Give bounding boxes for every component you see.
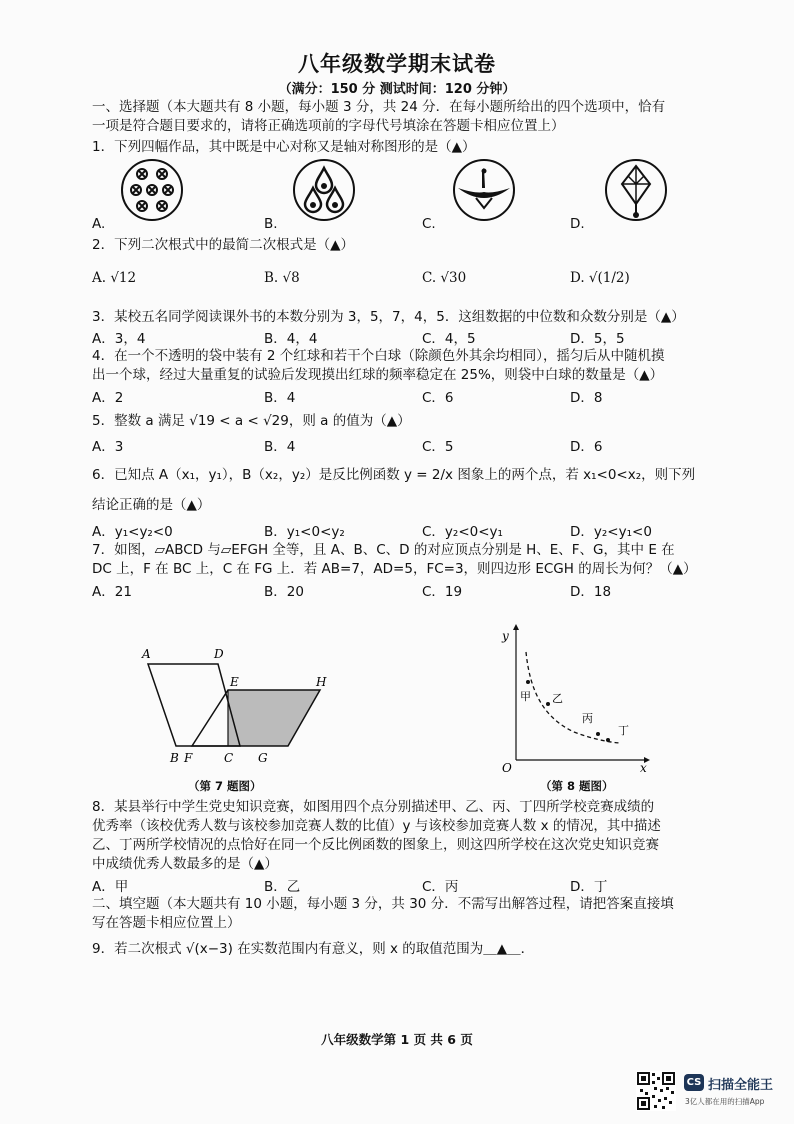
fig8-point-yi [546, 702, 550, 706]
q4-option-b: B．4 [264, 390, 296, 406]
exam-title: 八年级数学期末试卷 [298, 52, 496, 76]
q4-option-d: D．8 [570, 390, 603, 406]
q6-option-a: A．y₁<y₂<0 [92, 524, 173, 540]
q8-line4: 中成绩优秀人数最多的是（▲） [92, 856, 278, 872]
q9-stem: 9．若二次根式 √(x−3) 在实数范围内有意义，则 x 的取值范围为＿▲＿． [92, 941, 535, 957]
fig7-label-a: A [142, 647, 151, 661]
q5-option-d: D．6 [570, 439, 603, 455]
fig7-label-g: G [258, 751, 268, 765]
fig8-point-ding [606, 738, 610, 742]
q1-option-b: B. [264, 216, 278, 232]
q2-option-d: D. √(1/2) [570, 270, 630, 286]
q3-option-d: D．5，5 [570, 331, 625, 347]
fig8-axis-y: y [502, 629, 509, 643]
q6-line1: 6．已知点 A（x₁，y₁），B（x₂，y₂）是反比例函数 y = 2/x 图象上的两个点，若 x₁<0<x₂，则下列 [92, 467, 696, 483]
q3-options [92, 327, 752, 347]
q8-option-b: B．乙 [264, 879, 301, 895]
q6-line2: 结论正确的是（▲） [92, 497, 211, 513]
q5-option-a: A．3 [92, 439, 124, 455]
fig8-axis-x: x [640, 761, 647, 774]
q4-option-c: C．6 [422, 390, 454, 406]
q7-option-b: B．20 [264, 584, 304, 600]
q1-option-c: C. [422, 216, 436, 232]
q5-stem: 5．整数 a 满足 √19 < a < √29，则 a 的值为（▲） [92, 413, 411, 429]
camscanner-name: 扫描全能王 [708, 1078, 774, 1093]
q3-option-b: B．4，4 [264, 331, 318, 347]
q8-option-a: A．甲 [92, 879, 129, 895]
q2-option-b: B. √8 [264, 270, 300, 286]
q1-options [92, 216, 752, 236]
q7-option-d: D．18 [570, 584, 612, 600]
fig8-point-jia [526, 680, 530, 684]
q1-option-d: D. [570, 216, 585, 232]
camscanner-logo: CS [684, 1074, 704, 1091]
q2-options [92, 270, 752, 290]
q2-stem: 2．下列二次根式中的最简二次根式是（▲） [92, 237, 354, 253]
fig8-origin: O [502, 761, 512, 774]
q5-options [92, 435, 752, 455]
q7-option-c: C．19 [422, 584, 463, 600]
q5-option-b: B．4 [264, 439, 296, 455]
fig7-label-f: F [184, 751, 193, 765]
q2-option-a: A. √12 [92, 270, 137, 286]
camscanner-tagline: 3亿人都在用的扫描App [685, 1097, 765, 1106]
q8-option-d: D．丁 [570, 879, 608, 895]
fig8-label-yi: 乙 [552, 692, 563, 705]
q1-option-a: A. [92, 216, 106, 232]
fig7-label-h: H [316, 675, 327, 689]
q7-option-a: A．21 [92, 584, 132, 600]
fig7-label-e: E [230, 675, 239, 689]
fig8-point-bing [596, 732, 600, 736]
section1-heading-line2: 一项是符合题目要求的，请将正确选项前的字母代号填涂在答题卡相应位置上） [92, 118, 565, 134]
section2-heading-line2: 写在答题卡相应位置上） [92, 915, 241, 931]
q4-options [92, 386, 752, 406]
q3-option-a: A．3，4 [92, 331, 146, 347]
fig7-label-d: D [214, 647, 224, 661]
section1-heading-line1: 一、选择题（本大题共有 8 小题，每小题 3 分，共 24 分．在每小题所给出的四个选项中，恰有 [92, 99, 666, 115]
q4-line2: 出一个球，经过大量重复的试验后发现摸出红球的频率稳定在 25%，则袋中白球的数量是（▲） [92, 367, 664, 383]
q4-option-a: A．2 [92, 390, 124, 406]
q4-line1: 4．在一个不透明的袋中装有 2 个红球和若干个白球（除颜色外其余均相同），摇匀后从中随机摸 [92, 348, 665, 364]
q6-options [92, 520, 752, 540]
section2-heading-line1: 二、填空题（本大题共有 10 小题，每小题 3 分，共 30 分．不需写出解答过程，请把答案直接填 [92, 896, 674, 912]
page-footer: 八年级数学第 1 页 共 6 页 [321, 1032, 473, 1047]
q8-options [92, 875, 752, 895]
q7-options [92, 580, 752, 600]
q8-line3: 乙、丁两所学校情况的点恰好在同一个反比例函数的图象上，则这四所学校在这次党史知识竞赛 [92, 837, 659, 853]
q7-line1: 7．如图，▱ABCD 与▱EFGH 全等，且 A、B、C、D 的对应顶点分别是 H、E、F、G，其中 E 在 [92, 542, 675, 558]
q6-option-c: C．y₂<0<y₁ [422, 524, 503, 540]
figure-8-inverse-graph [494, 622, 654, 778]
q6-option-b: B．y₁<0<y₂ [264, 524, 345, 540]
q6-option-d: D．y₂<y₁<0 [570, 524, 652, 540]
q8-option-c: C．丙 [422, 879, 459, 895]
q3-stem: 3．某校五名同学阅读课外书的本数分别为 3，5，7，4，5．这组数据的中位数和众数分别是（▲） [92, 309, 685, 325]
fig7-label-b: B [170, 751, 179, 765]
fig8-label-jia: 甲 [520, 690, 531, 703]
exam-subtitle: （满分：150 分 测试时间：120 分钟） [278, 82, 516, 97]
fig7-label-c: C [224, 751, 234, 765]
q2-option-c: C. √30 [422, 270, 467, 286]
q7-line2: DC 上，F 在 BC 上，C 在 FG 上．若 AB=7，AD=5，FC=3，则四边形 ECGH 的周长为何？（▲） [92, 561, 697, 577]
q5-option-c: C．5 [422, 439, 454, 455]
qr-code-icon [636, 1071, 676, 1111]
fig8-label-bing: 丙 [582, 712, 593, 725]
figure-7-caption: （第 7 题图） [188, 779, 262, 793]
q3-option-c: C．4，5 [422, 331, 476, 347]
fig8-label-ding: 丁 [618, 724, 629, 737]
figure-8-caption: （第 8 题图） [540, 779, 614, 793]
q8-line2: 优秀率（该校优秀人数与该校参加竞赛人数的比值）y 与该校参加竞赛人数 x 的情况，其中描述 [92, 818, 661, 834]
q1-stem: 1．下列四幅作品，其中既是中心对称又是轴对称图形的是（▲） [92, 139, 476, 155]
q8-line1: 8．某县举行中学生党史知识竞赛，如图用四个点分别描述甲、乙、丙、丁四所学校竞赛成绩的 [92, 799, 655, 815]
figure-7-parallelograms [130, 640, 350, 774]
